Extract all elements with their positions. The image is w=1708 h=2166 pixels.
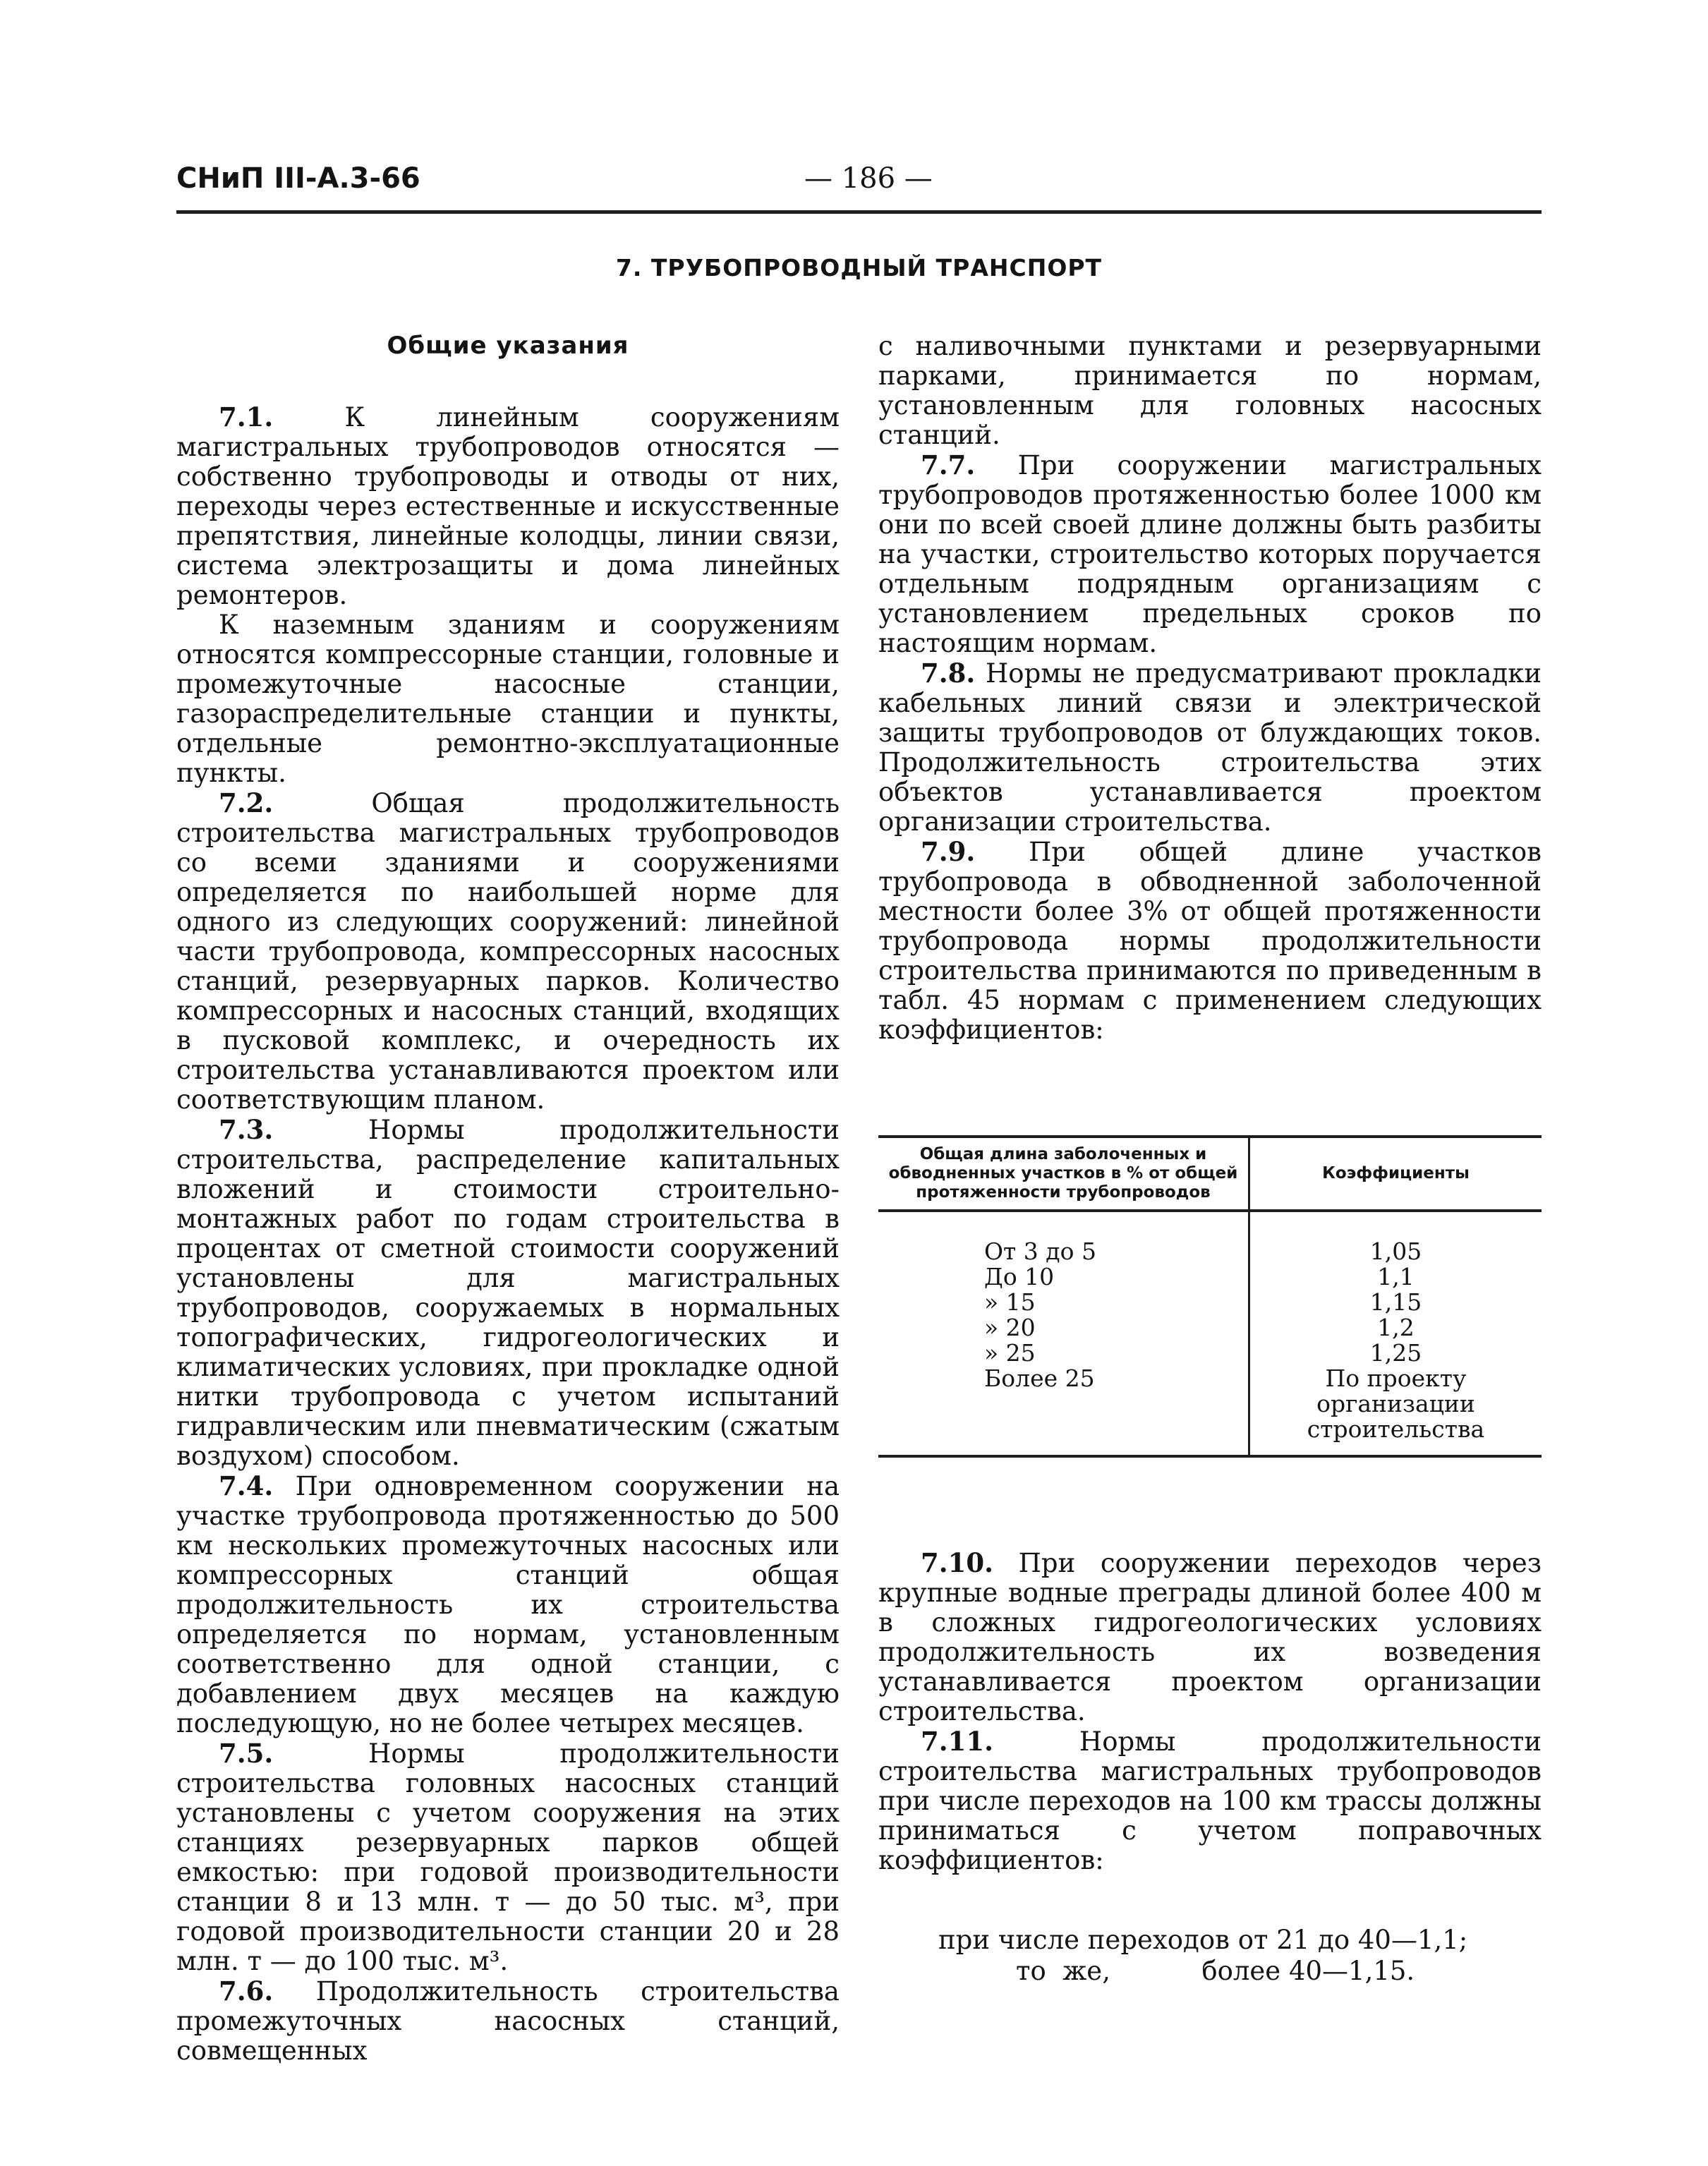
clause-number: 7.4. <box>219 1470 274 1501</box>
page-number: — 186 — <box>804 162 933 195</box>
paragraph <box>878 1726 1542 1875</box>
clause-number: 7.1. <box>219 401 274 432</box>
paragraph-text: Общая продолжительность строительства магистральных трубопроводов со всеми зданиями и сооружениями определяется по наибольшей норме для одного из следующих сооружений: линейной части трубопровода, компрессорных насосных станций, резервуарных парков. Количество компрессорных и насосных станций, входящих в пусковой комплекс, и очередность их строительства устанавливаются проектом или соответствующим планом. <box>176 788 840 1115</box>
formula-line-1: при числе переходов от 21 до 40—1,1; <box>938 1925 1468 1955</box>
left-column <box>176 332 840 2066</box>
table-range-value: От 3 до 5 <box>984 1238 1096 1265</box>
table-range-value: » 15 <box>984 1288 1036 1316</box>
paragraph <box>176 610 840 788</box>
table-coef-cell <box>1249 1211 1542 1456</box>
coefficient-table-wrap <box>878 1135 1542 1458</box>
paragraph-text: При сооружении переходов через крупные водные преграды длиной более 400 м в сложных гидрогеологических условиях продолжительность их возведения устанавливается проектом организации строительства. <box>878 1548 1542 1726</box>
table-coef-value: 1,2 <box>1377 1314 1415 1341</box>
table-range-cell <box>878 1211 1249 1456</box>
clause-number: 7.9. <box>921 836 976 867</box>
clause-number: 7.2. <box>219 787 274 818</box>
table-header-length: Общая длина заболоченных и обводненных участков в % от общей протяженности трубопроводов <box>878 1137 1249 1211</box>
right-paragraphs-top <box>878 332 1542 1045</box>
paragraph-text: Нормы продолжительности строительства, распределение капитальных вложений и стоимости строительно-монтажных работ по годам строительства в процентах от сметной стоимости сооружений установлены для магистральных трубопроводов, сооружаемых в нормальных топографических, гидрогеологических и климатических условиях, при прокладке одной нитки трубопровода с учетом испытаний гидравлическим или пневматическим (сжатым воздухом) способом. <box>176 1115 840 1471</box>
clause-number: 7.6. <box>219 1976 274 2007</box>
paragraph-text: с наливочными пунктами и резервуарными парками, принимается по нормам, установленным для головных насосных станций. <box>878 331 1542 450</box>
table-coef-value: 1,1 <box>1377 1263 1415 1290</box>
paragraph-text: Нормы продолжительности строительства магистральных трубопроводов при числе переходов на 100 км трассы должны приниматься с учетом поправочных коэффициентов: <box>878 1726 1542 1875</box>
table-coef-value: По проекту организации строительства <box>1307 1365 1485 1443</box>
paragraph <box>176 1738 840 1976</box>
paragraph <box>176 1471 840 1738</box>
paragraph-text: При сооружении магистральных трубопроводов протяженностью более 1000 км они по всей своей длине должны быть разбиты на участки, строительство которых поручается отдельным подрядным организациям с установлением предельных сроков по настоящим нормам. <box>878 450 1542 658</box>
paragraph-text: К наземным зданиям и сооружениям относятся компрессорные станции, головные и промежуточные насосные станции, газораспределительные станции и пункты, отдельные ремонтно-эксплуатационные пункты. <box>176 610 840 788</box>
paragraph-text: К линейным сооружениям магистральных трубопроводов относятся — собственно трубопроводы и отводы от них, переходы через естественные и искусственные препятствия, линейные колодцы, линии связи, система электрозащиты и дома линейных ремонтеров. <box>176 402 840 610</box>
table-coef-value: 1,05 <box>1369 1238 1422 1265</box>
paragraph <box>176 402 840 610</box>
paragraph <box>878 1548 1542 1726</box>
section-title: 7. ТРУБОПРОВОДНЫЙ ТРАНСПОРТ <box>615 254 1103 282</box>
paragraph-text: При одновременном сооружении на участке трубопровода протяженностью до 500 км нескольких промежуточных насосных или компрессорных станций общая продолжительность их строительства определяется по нормам, установленным соответственно для одной станции, с добавлением двух месяцев на каждую последующую, но не более четырех месяцев. <box>176 1471 840 1738</box>
clause-number: 7.8. <box>921 658 976 689</box>
page-header <box>0 162 1708 212</box>
table-header-coefficients: Коэффициенты <box>1249 1137 1542 1211</box>
paragraph-text: Нормы продолжительности строительства головных насосных станций установлены с учетом сооружения на этих станциях резервуарных парков общей емкостью: при годовой производительности станции 8 и 13 млн. т — до 50 тыс. м³, при годовой производительности станции 20 и 28 млн. т — до 100 тыс. м³. <box>176 1738 840 1976</box>
paragraph <box>878 837 1542 1045</box>
table-range-value: » 20 <box>984 1314 1036 1341</box>
subsection-title: Общие указания <box>387 332 629 360</box>
clause-number: 7.7. <box>921 449 976 480</box>
table-coef-value: 1,25 <box>1369 1339 1422 1367</box>
correction-formula <box>878 1925 1542 1987</box>
paragraph-text: Нормы не предусматривают прокладки кабельных линий связи и электрической защиты трубопроводов от блуждающих токов. Продолжительность строительства этих объектов устанавливается проектом организации строительства. <box>878 658 1542 837</box>
table-range-value: До 10 <box>984 1263 1055 1290</box>
clause-number: 7.10. <box>921 1547 993 1578</box>
table-row <box>878 1211 1542 1456</box>
right-column <box>878 332 1542 1987</box>
paragraph-text: Продолжительность строительства промежуточных насосных станций, совмещенных <box>176 1976 840 2066</box>
paragraph <box>176 788 840 1115</box>
header-rule <box>176 210 1542 214</box>
table-coef-value: 1,15 <box>1369 1288 1422 1316</box>
paragraph-text: При общей длине участков трубопровода в обводненной заболоченной местности более 3% от общей протяженности трубопровода нормы продолжительности строительства принимаются по приведенным в табл. 45 нормам с применением следующих коэффициентов: <box>878 837 1542 1045</box>
table-range-value: » 25 <box>984 1339 1036 1367</box>
clause-number: 7.11. <box>921 1726 993 1757</box>
formula-line-2: то же, более 40—1,15. <box>1016 1956 1415 1986</box>
paragraph <box>878 332 1542 450</box>
paragraph <box>176 1115 840 1471</box>
clause-number: 7.3. <box>219 1114 274 1145</box>
right-paragraphs-bottom <box>878 1548 1542 1875</box>
clause-number: 7.5. <box>219 1738 274 1769</box>
paragraph <box>878 450 1542 658</box>
table-range-value: Более 25 <box>984 1365 1095 1392</box>
paragraph <box>176 1976 840 2066</box>
table-header-row <box>878 1137 1542 1211</box>
left-paragraphs <box>176 402 840 2066</box>
document-code: СНиП III-А.3-66 <box>176 162 420 195</box>
paragraph <box>878 658 1542 837</box>
coefficient-table <box>878 1135 1542 1458</box>
